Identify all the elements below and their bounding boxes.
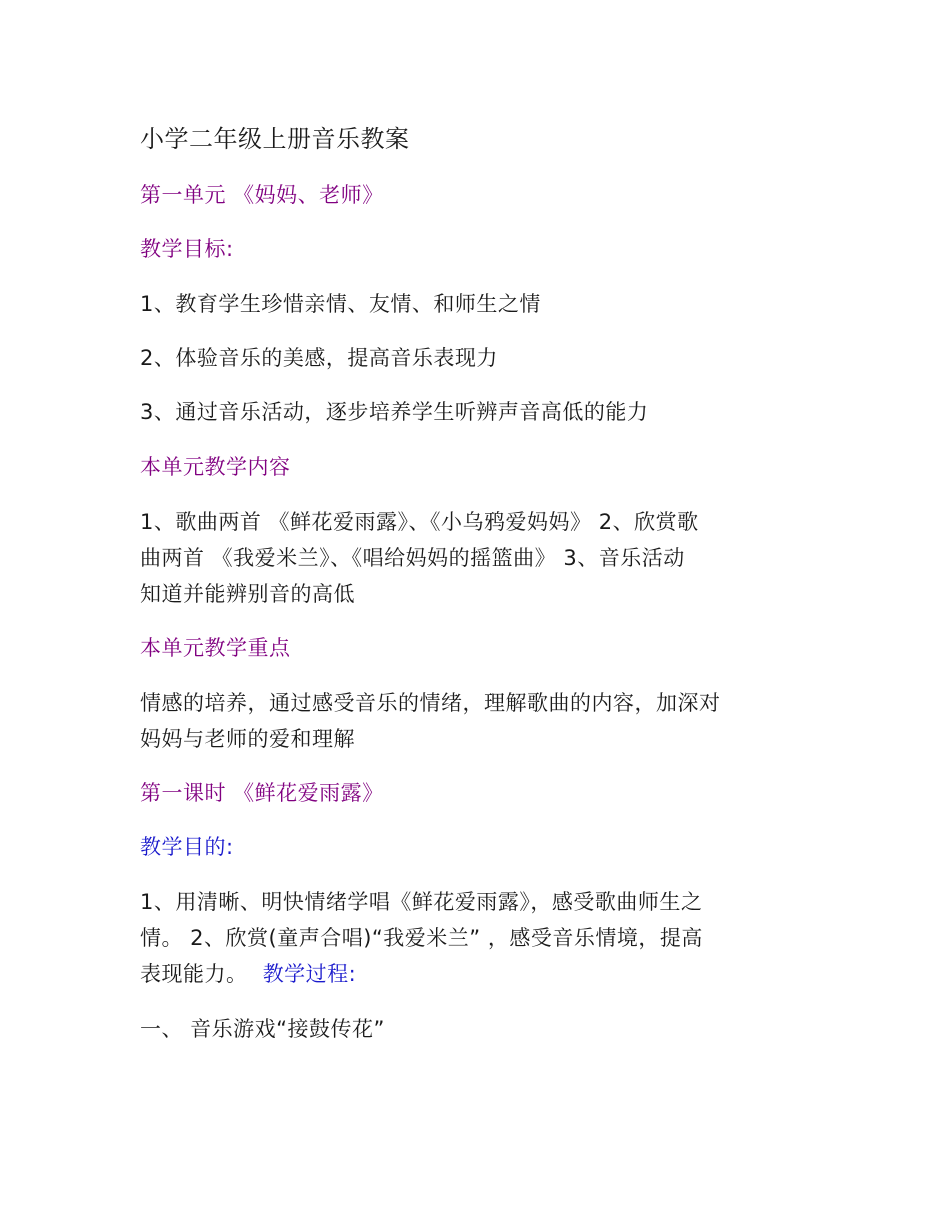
goal-item-1: 1、教育学生珍惜亲情、友情、和师生之情 [140, 292, 541, 316]
focus-line-1: 情感的培养，通过感受音乐的情绪，理解歌曲的内容，加深对 [140, 691, 721, 715]
goal-item-2: 2、体验音乐的美感，提高音乐表现力 [140, 346, 498, 370]
process-heading: 教学过程: [262, 962, 357, 986]
content-line-3: 知道并能辨别音的高低 [140, 582, 355, 606]
content-heading: 本单元教学内容 [140, 455, 291, 479]
purpose-line-3 [140, 956, 356, 992]
unit-heading: 第一单元 《妈妈、老师》 [140, 183, 384, 207]
document-title: 小学二年级上册音乐教案 [140, 125, 410, 153]
goals-heading: 教学目标: [140, 237, 234, 261]
content-line-1: 1、歌曲两首 《鲜花爱雨露》、《小乌鸦爱妈妈》 2、欣赏歌 [140, 510, 699, 534]
goal-item-3: 3、通过音乐活动，逐步培养学生听辨声音高低的能力 [140, 400, 649, 424]
activity-line: 一、 音乐游戏“接鼓传花” [140, 1017, 385, 1041]
purpose-heading: 教学目的: [140, 835, 234, 859]
purpose-line-2: 情。 2、欣赏(童声合唱)“我爱米兰” ，感受音乐情境，提高 [140, 926, 703, 950]
focus-heading: 本单元教学重点 [140, 636, 291, 660]
lesson-heading: 第一课时 《鲜花爱雨露》 [140, 781, 384, 805]
purpose-line-1: 1、用清晰、明快情绪学唱《鲜花爱雨露》，感受歌曲师生之 [140, 890, 703, 914]
focus-line-2: 妈妈与老师的爱和理解 [140, 727, 355, 751]
purpose-line-3-text: 表现能力。 [140, 962, 248, 986]
content-line-2: 曲两首 《我爱米兰》、《唱给妈妈的摇篮曲》 3、音乐活动 [140, 546, 685, 570]
